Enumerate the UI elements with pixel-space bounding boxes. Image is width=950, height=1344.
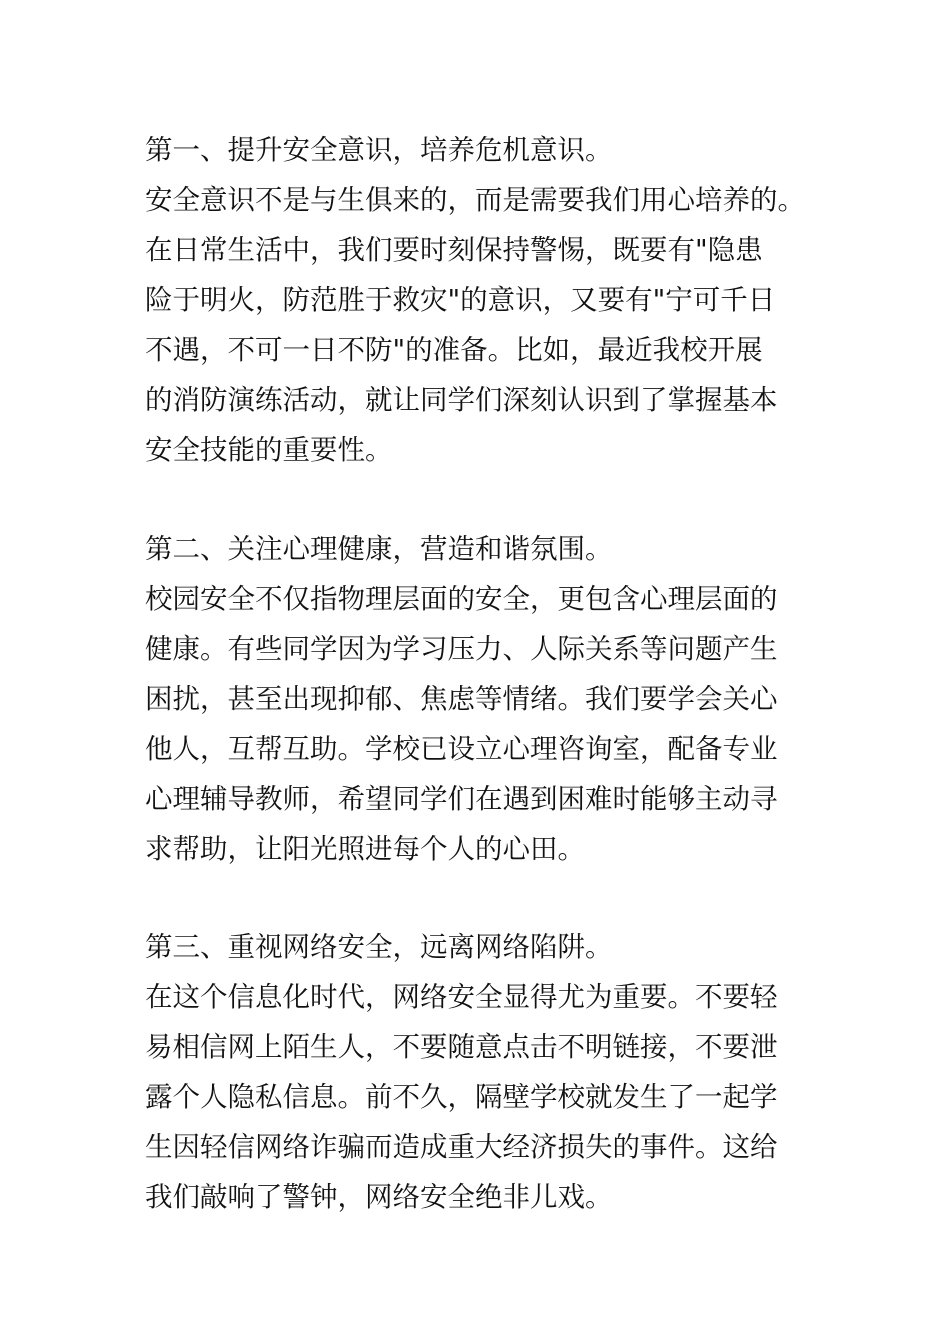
paragraph-line: 安全技能的重要性。 bbox=[145, 434, 393, 466]
section-heading: 第一、提升安全意识，培养危机意识。 bbox=[145, 134, 613, 166]
section-network-security bbox=[145, 922, 825, 1222]
paragraph-line: 安全意识不是与生俱来的，而是需要我们用心培养的。 bbox=[145, 184, 805, 216]
paragraph-line: 露个人隐私信息。前不久，隔壁学校就发生了一起学 bbox=[145, 1081, 778, 1113]
paragraph-line: 他人，互帮互助。学校已设立心理咨询室，配备专业 bbox=[145, 733, 778, 765]
paragraph-line: 求帮助，让阳光照进每个人的心田。 bbox=[145, 833, 585, 865]
paragraph-line: 校园安全不仅指物理层面的安全，更包含心理层面的 bbox=[145, 583, 778, 615]
section-mental-health bbox=[145, 524, 825, 874]
paragraph-line: 困扰，甚至出现抑郁、焦虑等情绪。我们要学会关心 bbox=[145, 683, 778, 715]
paragraph-line: 健康。有些同学因为学习压力、人际关系等问题产生 bbox=[145, 633, 778, 665]
section-heading: 第三、重视网络安全，远离网络陷阱。 bbox=[145, 931, 613, 963]
paragraph-line: 在这个信息化时代，网络安全显得尤为重要。不要轻 bbox=[145, 981, 778, 1013]
paragraph-line: 在日常生活中，我们要时刻保持警惕，既要有"隐患 bbox=[145, 234, 763, 266]
paragraph-line: 不遇，不可一日不防"的准备。比如，最近我校开展 bbox=[145, 334, 763, 366]
section-heading: 第二、关注心理健康，营造和谐氛围。 bbox=[145, 533, 613, 565]
paragraph-line: 险于明火，防范胜于救灾"的意识，又要有"宁可千日 bbox=[145, 284, 776, 316]
paragraph-line: 的消防演练活动，就让同学们深刻认识到了掌握基本 bbox=[145, 384, 778, 416]
section-safety-awareness bbox=[145, 125, 825, 475]
paragraph-line: 易相信网上陌生人，不要随意点击不明链接，不要泄 bbox=[145, 1031, 778, 1063]
paragraph-line: 生因轻信网络诈骗而造成重大经济损失的事件。这给 bbox=[145, 1131, 778, 1163]
paragraph-line: 心理辅导教师，希望同学们在遇到困难时能够主动寻 bbox=[145, 783, 778, 815]
paragraph-line: 我们敲响了警钟，网络安全绝非儿戏。 bbox=[145, 1181, 613, 1213]
